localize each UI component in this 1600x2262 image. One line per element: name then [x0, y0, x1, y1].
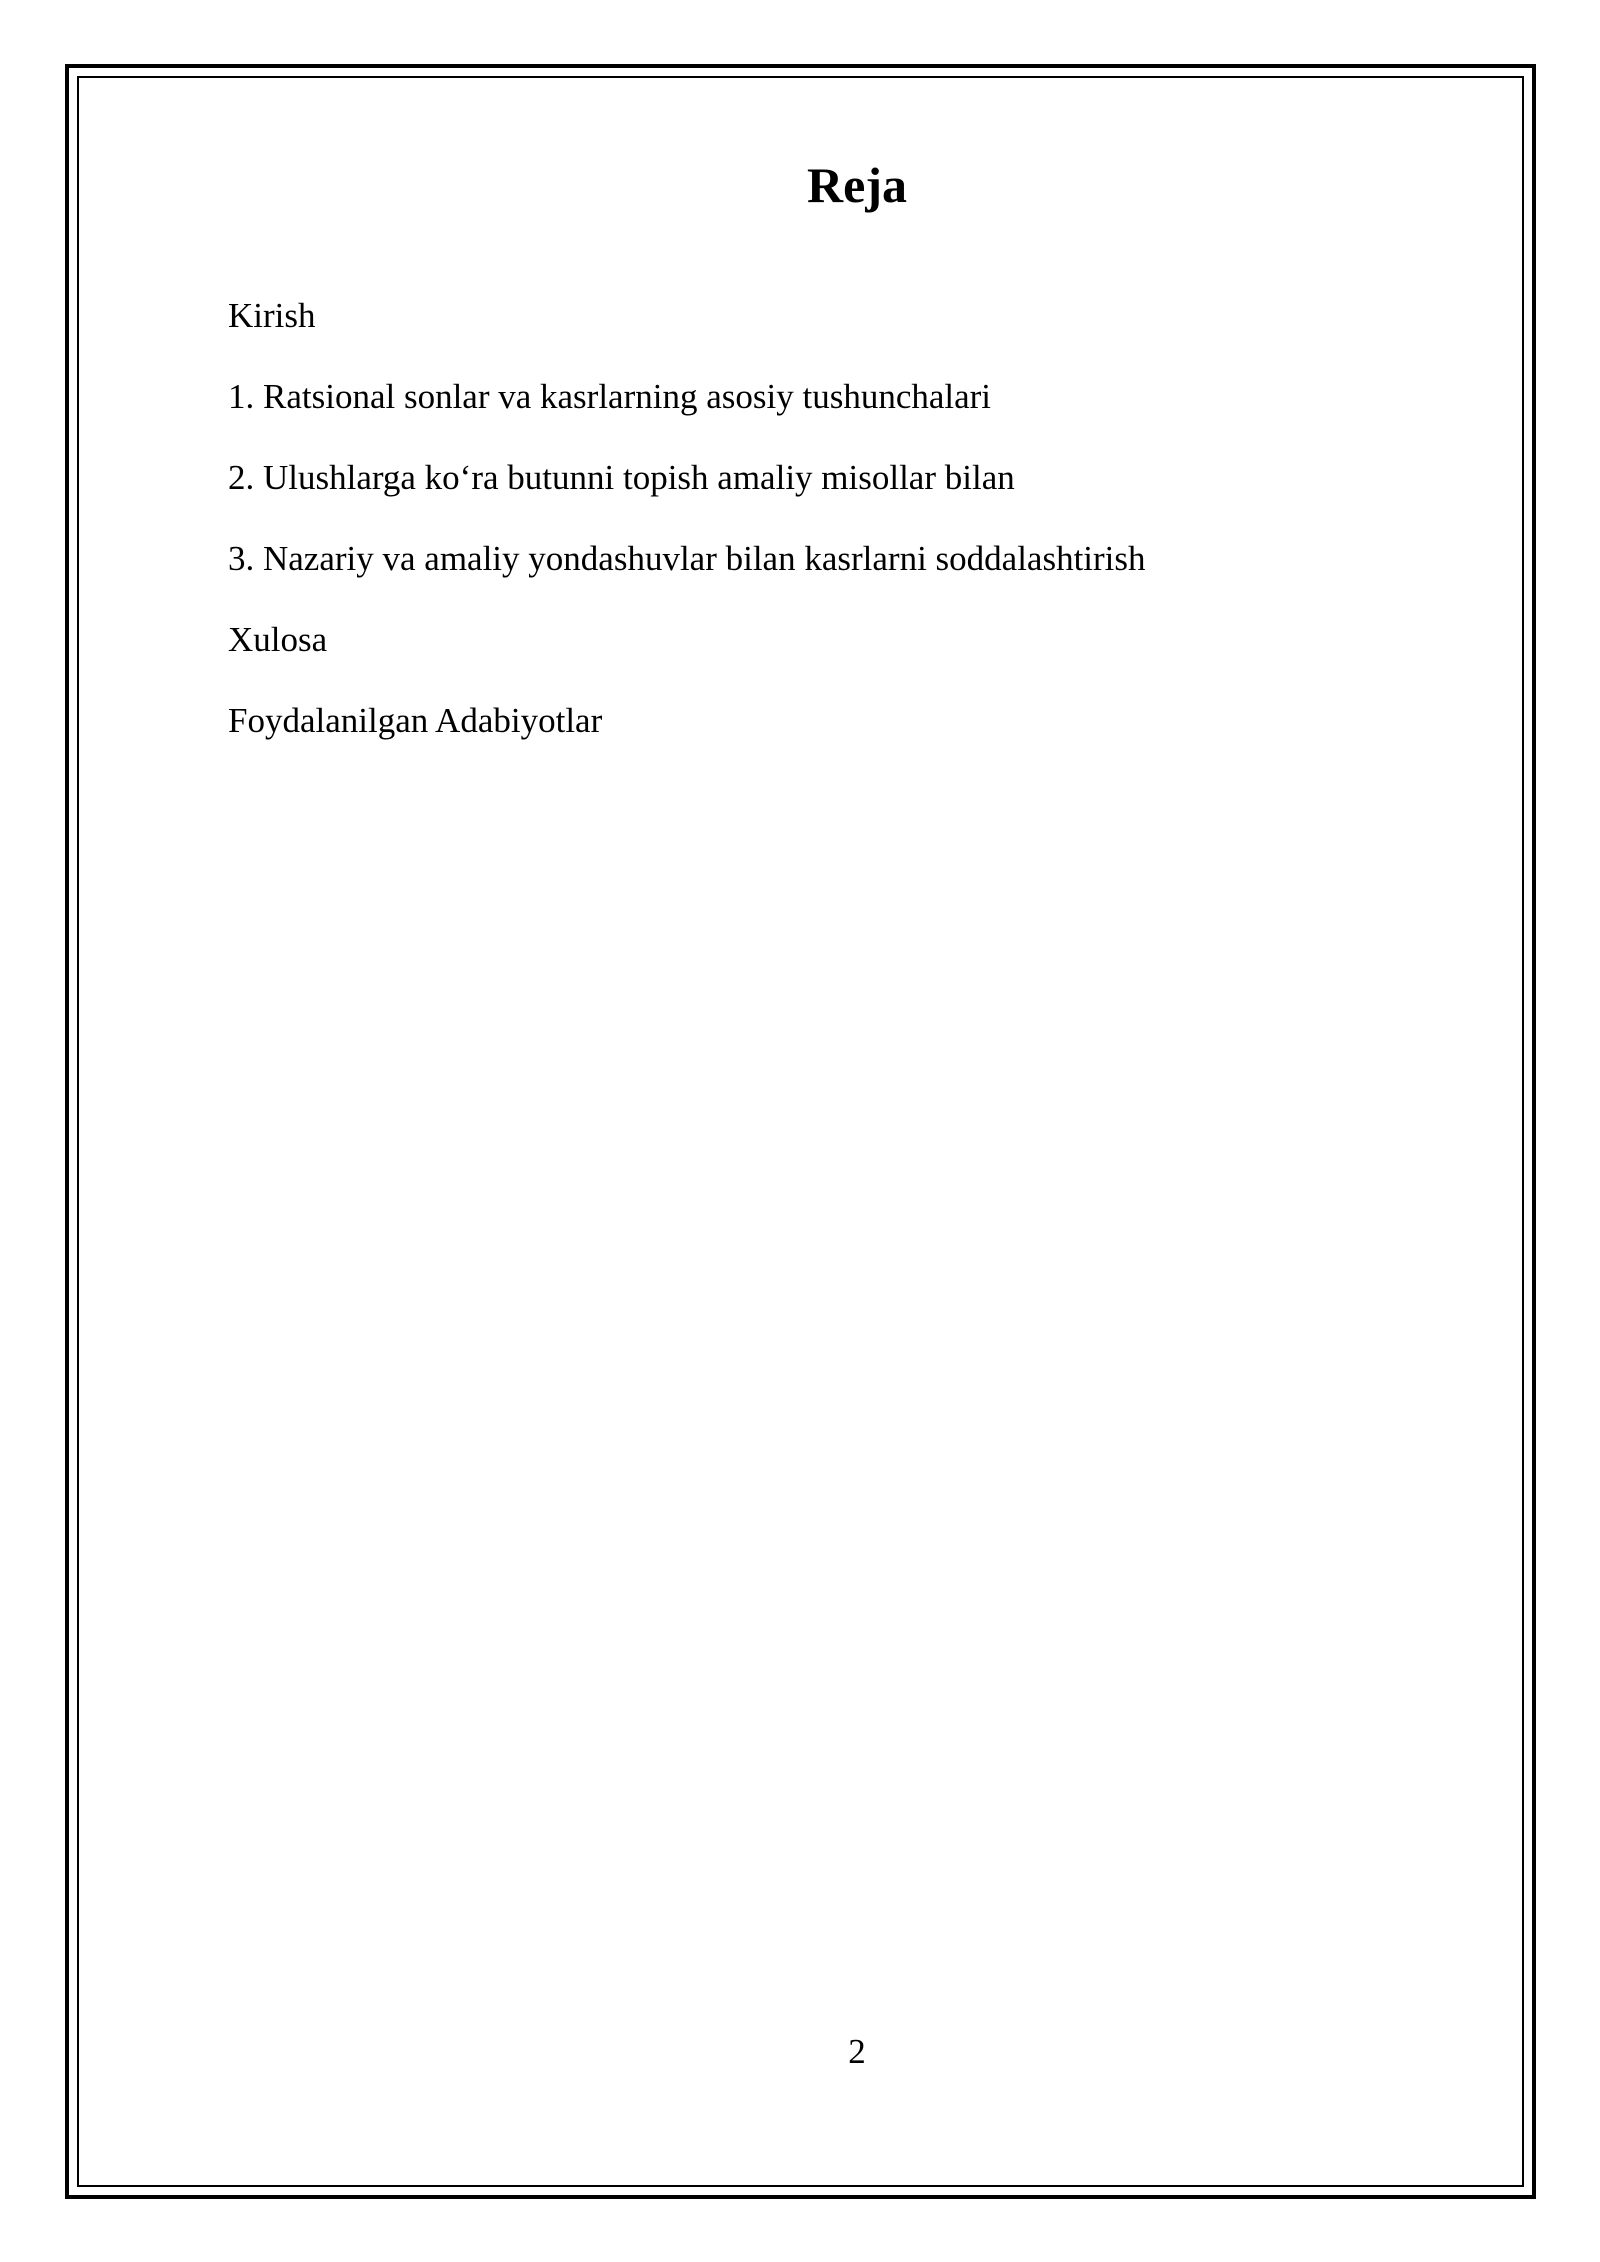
toc-item-chapter-3: 3. Nazariy va amaliy yondashuvlar bilan kasrlarni soddalashtirish [228, 539, 1146, 578]
toc-item-chapter-2: 2. Ulushlarga ko‘ra butunni topish amaliy misollar bilan [228, 458, 1015, 497]
page-number: 2 [848, 2032, 866, 2071]
table-of-contents [228, 286, 1146, 772]
toc-item-references: Foydalanilgan Adabiyotlar [228, 701, 603, 740]
toc-item-conclusion: Xulosa [228, 620, 328, 659]
page-title: Reja [807, 157, 907, 213]
toc-item-introduction: Kirish [228, 296, 316, 335]
toc-item-chapter-1: 1. Ratsional sonlar va kasrlarning asosiy tushunchalari [228, 377, 992, 416]
